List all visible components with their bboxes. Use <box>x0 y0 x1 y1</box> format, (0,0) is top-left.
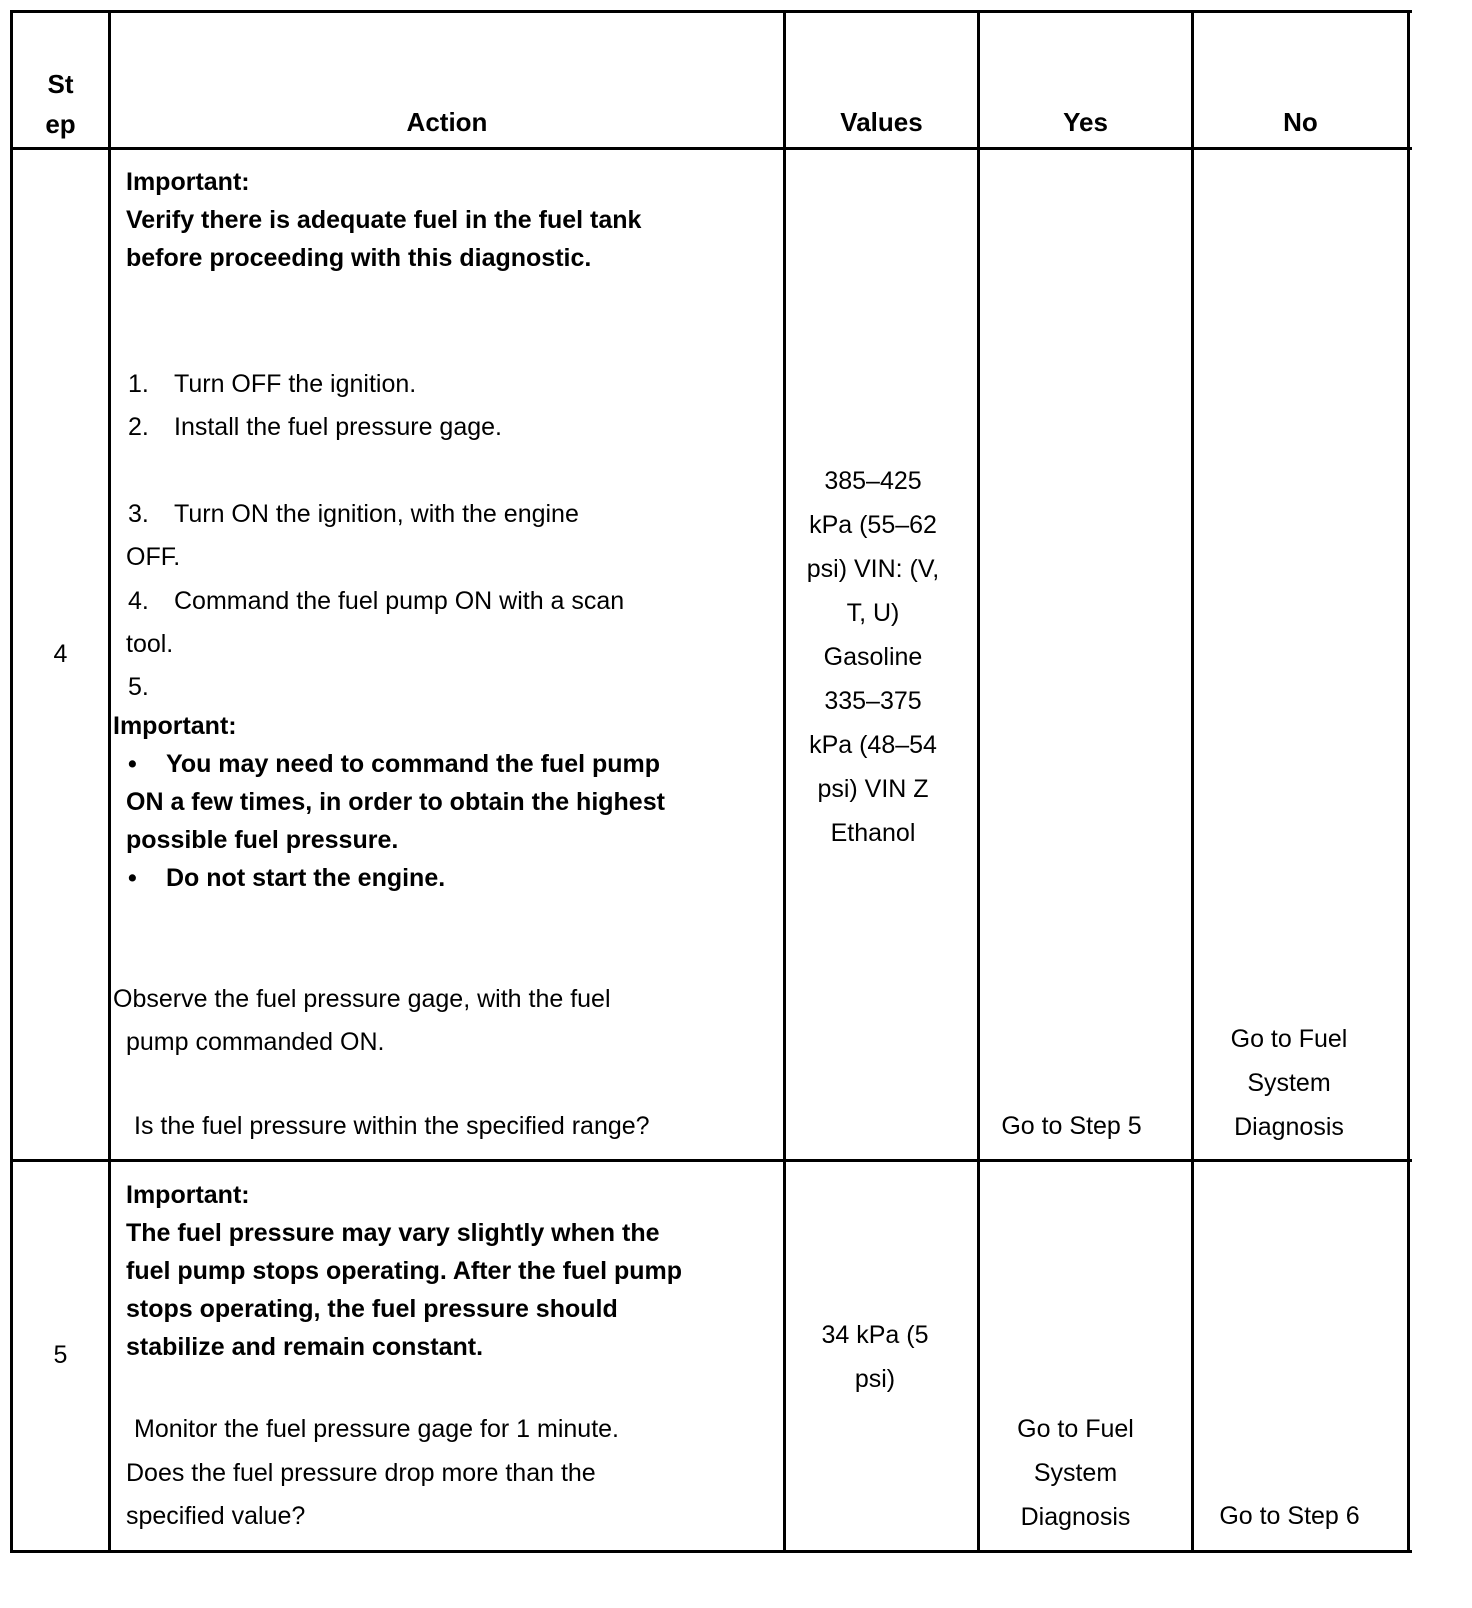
values-line: psi) <box>854 1365 896 1393</box>
list-item: 5. <box>128 673 149 701</box>
no-line: System <box>1247 1069 1331 1097</box>
important-text: stabilize and remain constant. <box>126 1333 484 1361</box>
header-values: Values <box>840 107 923 137</box>
bullet-item-continuation: ON a few times, in order to obtain the highest <box>126 788 665 816</box>
values-line: psi) VIN Z <box>817 775 929 803</box>
values-line: T, U) <box>846 599 900 627</box>
question-text: Is the fuel pressure within the specified range? <box>134 1112 650 1140</box>
yes-line: Diagnosis <box>1020 1503 1131 1531</box>
values-line: psi) VIN: (V, <box>806 555 940 583</box>
question-text: specified value? <box>126 1502 306 1530</box>
monitor-text: Monitor the fuel pressure gage for 1 minute. <box>134 1415 619 1443</box>
header-yes: Yes <box>1063 107 1108 137</box>
bullet-item: • You may need to command the fuel pump <box>128 750 661 778</box>
question-text: Does the fuel pressure drop more than the <box>126 1459 596 1487</box>
no-cell <box>1194 1017 1384 1149</box>
table-border-left <box>10 10 13 1553</box>
important-label: Important: <box>113 712 237 740</box>
yes-cell: Go to Step 5 <box>1001 1112 1142 1140</box>
table-border-top <box>10 10 1412 13</box>
important-text: stops operating, the fuel pressure should <box>126 1295 618 1323</box>
yes-line: System <box>1033 1459 1118 1487</box>
list-item: 2. Install the fuel pressure gage. <box>128 413 502 441</box>
values-line: 385–425 <box>824 467 922 495</box>
values-line: Gasoline <box>823 643 923 671</box>
important-label: Important: <box>126 1181 250 1209</box>
values-cell <box>786 459 960 855</box>
observe-text: pump commanded ON. <box>126 1028 385 1056</box>
row-divider <box>10 1159 1412 1162</box>
important-text: Verify there is adequate fuel in the fuel tank <box>126 206 642 234</box>
important-text: fuel pump stops operating. After the fuel pump <box>126 1257 683 1285</box>
list-item-continuation: tool. <box>126 630 174 658</box>
values-line: kPa (48–54 <box>809 731 937 759</box>
table-border-right <box>1407 10 1410 1553</box>
no-cell: Go to Step 6 <box>1219 1502 1360 1530</box>
bullet-item-continuation: possible fuel pressure. <box>126 826 399 854</box>
values-cell <box>786 1313 964 1401</box>
important-text: The fuel pressure may vary slightly when the <box>126 1219 660 1247</box>
values-line: 335–375 <box>824 687 922 715</box>
list-item-continuation: OFF. <box>126 543 181 571</box>
bullet-item: • Do not start the engine. <box>128 864 446 892</box>
list-item: 1. Turn OFF the ignition. <box>128 370 417 398</box>
observe-text: Observe the fuel pressure gage, with the fuel <box>113 985 611 1013</box>
col-divider-yes <box>1191 10 1194 1553</box>
header-no: No <box>1283 107 1318 137</box>
yes-line: Go to Fuel <box>1017 1415 1134 1443</box>
step-number: 5 <box>53 1341 68 1369</box>
step-number: 4 <box>53 640 68 668</box>
list-item: 4. Command the fuel pump ON with a scan <box>128 587 625 615</box>
important-text: before proceeding with this diagnostic. <box>126 244 592 272</box>
list-item: 3. Turn ON the ignition, with the engine <box>128 500 579 528</box>
values-line: 34 kPa (5 <box>821 1321 929 1349</box>
values-line: Ethanol <box>830 819 916 847</box>
col-divider-step <box>108 10 111 1553</box>
header-action: Action <box>406 107 488 137</box>
header-divider <box>10 147 1412 150</box>
values-line: kPa (55–62 <box>809 511 937 539</box>
important-label: Important: <box>126 168 250 196</box>
col-divider-values <box>977 10 980 1553</box>
no-line: Go to Fuel <box>1230 1025 1348 1053</box>
header-step-line2: ep <box>45 109 76 139</box>
header-step <box>13 64 108 144</box>
table-border-bottom <box>10 1550 1412 1553</box>
header-step-line1: St <box>47 69 74 99</box>
no-line: Diagnosis <box>1234 1113 1344 1141</box>
yes-cell <box>980 1407 1171 1539</box>
